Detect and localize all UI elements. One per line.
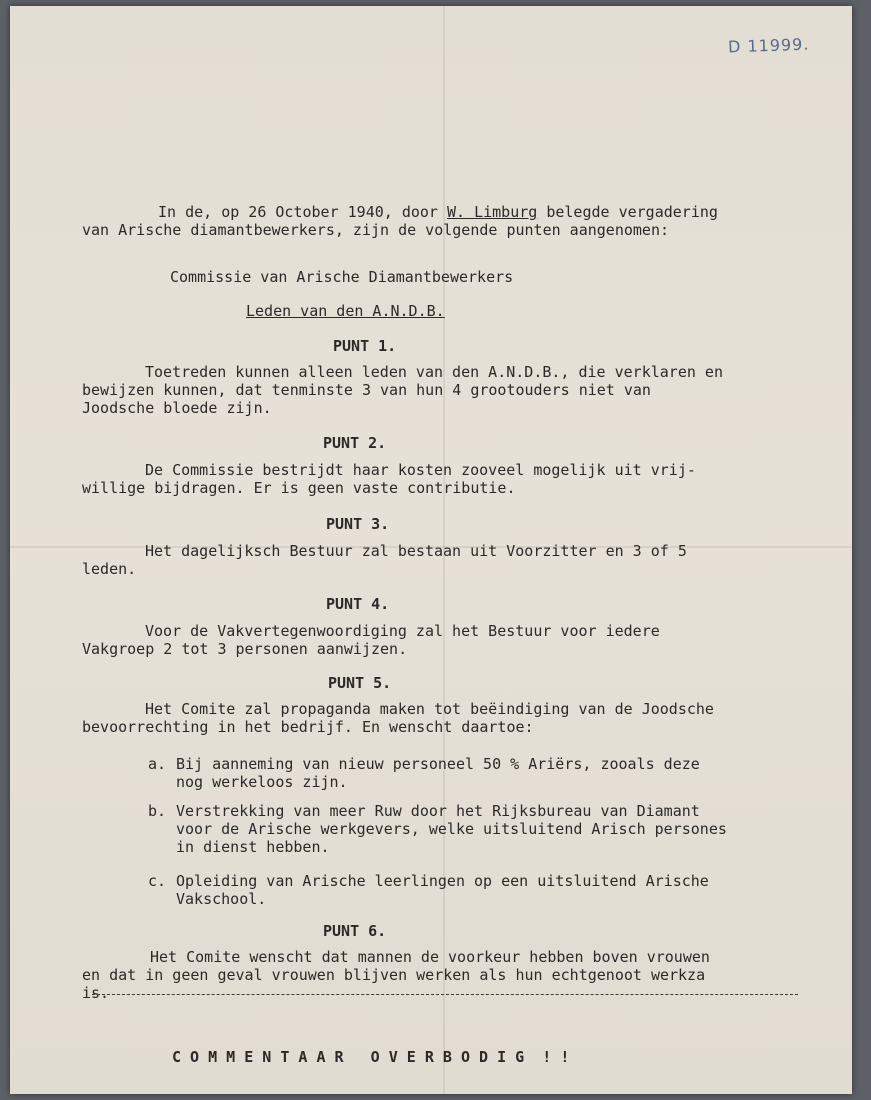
punt-1-heading: PUNT 1. bbox=[333, 337, 397, 355]
punt-5-heading: PUNT 5. bbox=[328, 674, 392, 692]
punt-4-heading: PUNT 4. bbox=[326, 595, 390, 613]
punt-5-line-2: bevoorrechting in het bedrijf. En wenscht daartoe: bbox=[82, 718, 534, 736]
sub-item-a-line-2: nog werkeloos zijn. bbox=[176, 773, 348, 791]
intro-line-1 bbox=[158, 203, 718, 221]
punt-1-line-2: bewijzen kunnen, dat tenminste 3 van hun 4 grootouders niet van bbox=[82, 381, 651, 399]
sub-item-b-line-3: in dienst hebben. bbox=[176, 838, 330, 856]
commission-title: Commissie van Arische Diamantbewerkers bbox=[170, 268, 514, 286]
punt-6-line-2: en dat in geen geval vrouwen blijven werken als hun echtgenoot werkza bbox=[82, 966, 706, 984]
punt-4-line-1: Voor de Vakvertegenwoordiging zal het Bestuur voor iedere bbox=[145, 622, 660, 640]
sub-item-b-marker: b. bbox=[148, 802, 167, 820]
intro-line-2: van Arische diamantbewerkers, zijn de volgende punten aangenomen: bbox=[82, 221, 669, 239]
closing-remark: C O M M E N T A A R O V E R B O D I G ! ! bbox=[172, 1048, 570, 1066]
intro-name: W. Limburg bbox=[446, 203, 538, 221]
sub-item-a-line-1: Bij aanneming van nieuw personeel 50 % Ariërs, zooals deze bbox=[176, 755, 700, 773]
punt-5-line-1: Het Comite zal propaganda maken tot beëindiging van de Joodsche bbox=[145, 700, 714, 718]
punt-4-line-2: Vakgroep 2 tot 3 personen aanwijzen. bbox=[82, 640, 408, 658]
intro-prefix: In de, op 26 October 1940, door bbox=[158, 203, 447, 221]
archive-number: D 11999. bbox=[727, 34, 810, 57]
punt-3-heading: PUNT 3. bbox=[326, 515, 390, 533]
punt-6-line-3: is. bbox=[82, 984, 110, 1002]
sub-item-c-marker: c. bbox=[148, 872, 167, 890]
sub-item-c-line-2: Vakschool. bbox=[176, 890, 267, 908]
punt-2-line-1: De Commissie bestrijdt haar kosten zooveel mogelijk uit vrij- bbox=[145, 461, 696, 479]
punt-2-heading: PUNT 2. bbox=[323, 434, 387, 452]
document-page bbox=[10, 6, 852, 1094]
punt-1-line-1: Toetreden kunnen alleen leden van den A.N.D.B., die verklaren en bbox=[145, 363, 723, 381]
punt-6-heading: PUNT 6. bbox=[323, 922, 387, 940]
sub-item-c-line-1: Opleiding van Arische leerlingen op een uitsluitend Arische bbox=[176, 872, 709, 890]
sub-item-a-marker: a. bbox=[148, 755, 167, 773]
sub-item-b-line-2: voor de Arische werkgevers, welke uitsluitend Arisch persones bbox=[176, 820, 727, 838]
sub-item-b-line-1: Verstrekking van meer Ruw door het Rijksbureau van Diamant bbox=[176, 802, 700, 820]
members-title: Leden van den A.N.D.B. bbox=[246, 302, 445, 320]
dashed-divider bbox=[92, 994, 798, 995]
punt-2-line-2: willige bijdragen. Er is geen vaste contributie. bbox=[82, 479, 516, 497]
punt-6-line-1: Het Comite wenscht dat mannen de voorkeur hebben boven vrouwen bbox=[150, 948, 710, 966]
punt-3-line-1: Het dagelijksch Bestuur zal bestaan uit Voorzitter en 3 of 5 bbox=[145, 542, 687, 560]
intro-suffix: belegde vergadering bbox=[537, 203, 718, 221]
punt-1-line-3: Joodsche bloede zijn. bbox=[82, 399, 272, 417]
punt-3-line-2: leden. bbox=[82, 560, 137, 578]
